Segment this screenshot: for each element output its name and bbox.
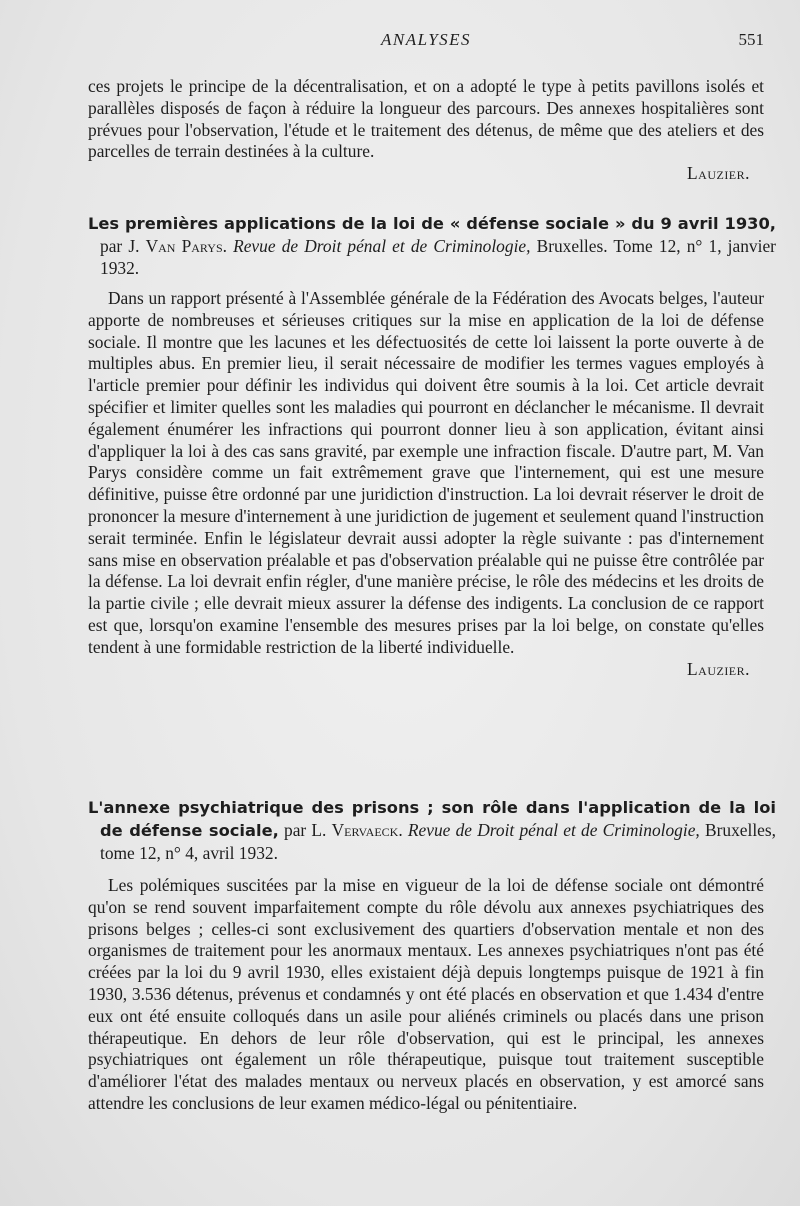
review-1-text: Dans un rapport présenté à l'Assemblée générale de la Fédération des Avocats belges, l'auteur apporte de nombreuses et sérieuses critiques sur la mise en application de la loi de défense sociale. Il montre que les lacunes et les défectuosités de cette loi laissent la porte ouverte à de multiples abus. En premier lieu, il serait nécessaire de modifier les termes vagues employés à l'article premier pour définir les individus qui doivent être soumis à la loi. Cet article devrait spécifier et limiter quelles sont les maladies qui pourront en déclancher le mécanisme. Il devrait également énumérer les infractions qui pourront donner lieu à son application, évitant ainsi d'appliquer la loi à des cas sans gravité, par exemple une infraction fiscale. D'autre part, M. Van Parys considère comme un fait extrêmement grave que l'internement, qui est une mesure définitive, puisse être ordonné par une juridiction d'instruction. La loi devrait réserver le droit de prononcer la mesure d'internement à une juridiction de jugement et seulement quand l'instruction serait terminée. Enfin le législateur devrait aussi adopter la règle suivante : pas d'internement sans mise en observation préalable et pas d'observation préalable qui ne puisse être contrôlée par la défense. La loi devrait enfin régler, d'une manière précise, le rôle des médecins et les droits de la partie civile ; elle devrait mieux assurer la défense des indigents. La conclusion de ce rapport est que, lorsqu'on examine l'ensemble des mesures prises par la loi belge, on constate qu'elles tendent à une formidable restriction de la liberté individuelle. [88, 288, 764, 657]
review-1-heading [88, 212, 776, 279]
continuation-paragraph [88, 76, 764, 185]
page-number: 551 [738, 30, 764, 49]
review-2-heading [88, 796, 776, 864]
continuation-signature: Lauzier. [687, 163, 750, 184]
review-2-journal: Revue de Droit pénal et de Criminologie, [407, 820, 700, 840]
review-1-journal: Revue de Droit pénal et de Criminologie, [233, 236, 531, 256]
running-title: ANALYSES [380, 30, 472, 49]
running-head [88, 30, 764, 54]
review-2-body [88, 875, 764, 1115]
review-1-author: Van Parys. [145, 236, 227, 256]
review-2-by: par L. [284, 820, 327, 840]
continuation-text: ces projets le principe de la décentralisation, et on a adopté le type à petits pavillons isolés et parallèles disposés de façon à réduire la longueur des parcours. Des annexes hospitalières sont prévues pour l'observation, l'étude et le traitement des détenus, de même que des ateliers et des parcelles de terrain destinées à la culture. [88, 76, 764, 162]
review-2-text: Les polémiques suscitées par la mise en vigueur de la loi de défense sociale ont démontré qu'on se rend souvent imparfaitement compte du rôle dévolu aux annexes psychiatriques des prisons belges ; celles-ci sont exclusivement des quartiers d'observation mentale et non des organismes de traitement pour les anormaux mentaux. Les annexes psychiatriques n'ont pas été créées par la loi du 9 avril 1930, elles existaient déjà depuis longtemps puisque de 1921 à fin 1930, 3.536 détenus, prévenus et condamnés y ont été placés en observation et que 1.434 d'entre eux ont été ensuite colloqués dans un asile pour aliénés criminels ou placés dans une prison thérapeutique. En dehors de leur rôle d'observation, qui est le principal, les annexes psychiatriques ont également un rôle thérapeutique, puisque tout traitement susceptible d'améliorer l'état des malades mentaux ou nerveux placés en observation, y est amorcé sans attendre les conclusions de leur examen médico-légal ou pénitentiaire. [88, 875, 764, 1113]
review-1-signature-line [88, 659, 764, 681]
review-1-signature: Lauzier. [687, 658, 750, 679]
review-1-by: par J. [100, 236, 140, 256]
review-2-author: Vervaeck. [331, 820, 403, 840]
review-1-publication: Bruxelles. Tome 12, n° 1, janvier 1932. [100, 236, 776, 278]
review-2-publication: Bruxelles, tome 12, n° 4, avril 1932. [100, 820, 776, 863]
review-1-title: Les premières applications de la loi de « défense sociale » du 9 avril 1930, [88, 214, 776, 233]
review-1-body [88, 288, 764, 680]
review-2-title: L'annexe psychiatrique des prisons ; son rôle dans l'application de la loi de défense sociale, [88, 798, 776, 840]
continuation-signature-line [88, 163, 764, 185]
